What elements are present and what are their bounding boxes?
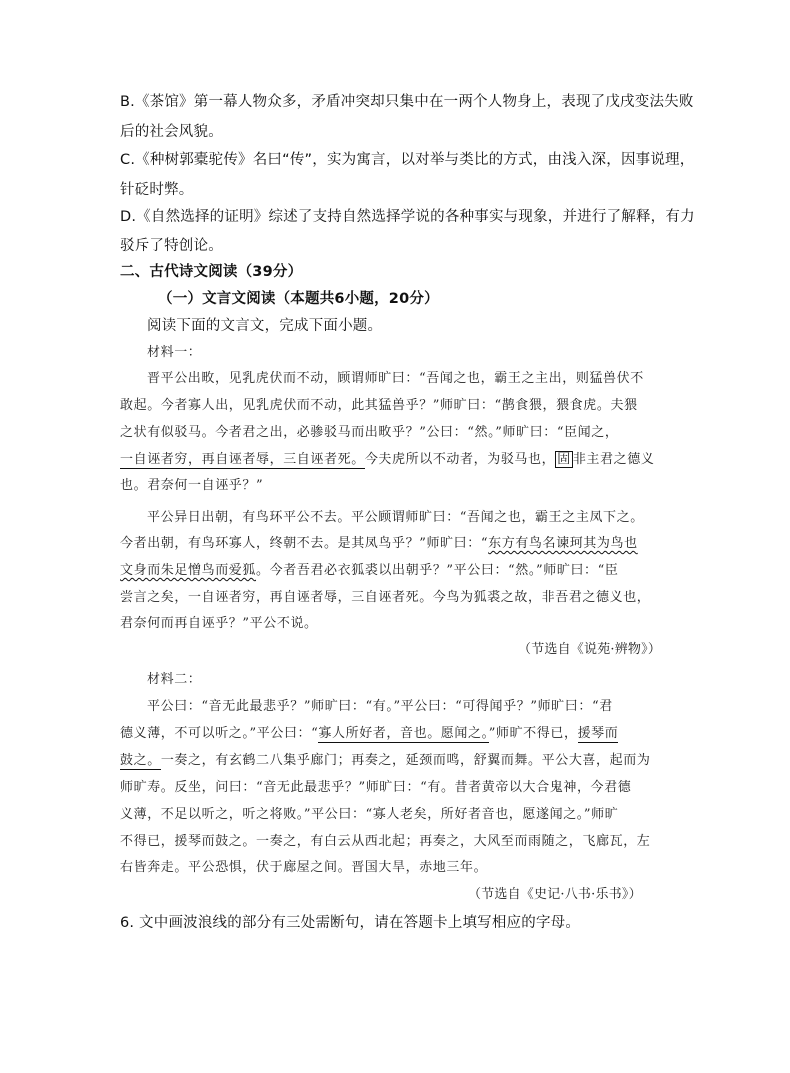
material-2-line-7: 右皆奔走。平公恐惧，伏于廊屋之间。晋国大旱，赤地三年。	[120, 860, 488, 875]
text-span: 一奏之，有玄鹤二八集乎廊门；再奏之，延颈而鸣，舒翼而舞。平公大喜，起而为	[160, 753, 651, 768]
material-2-line-2	[120, 724, 618, 744]
boxed-character: 固	[557, 452, 571, 467]
material-2-line-5: 义薄，不足以听之，听之将败。”平公曰：“寡人老矣，所好者音也，愿遂闻之。”师旷	[120, 807, 619, 822]
material-1-p2-line-4: 尝言之矣，一自诬者穷，再自诬者辱，三自诬者死。今鸟为狐裘之故，非吾君之德义也，	[120, 590, 651, 605]
underlined-sentence: 一自诬者穷，再自诬者辱，三自诬者死。	[120, 452, 365, 467]
material-1-p2-line-2	[120, 534, 638, 554]
material-1-p1-line-1: 晋平公出畋，见乳虎伏而不动，顾谓师旷曰：“吾闻之也，霸王之主出，则猛兽伏不	[147, 371, 644, 386]
material-2-line-1: 平公曰：“音无此最悲乎？”师旷曰：“有。”平公曰：“可得闻乎？”师旷曰：“君	[147, 699, 613, 714]
option-b-line-2: 后的社会风貌。	[120, 124, 223, 140]
underlined-sentence: 援琴而	[577, 726, 619, 741]
text-span: 今夫虎所以不动者，为驳马也，	[364, 452, 556, 467]
text-span: ”师旷不得已，	[488, 726, 578, 741]
underlined-sentence: 寡人所好者，音也。愿闻之。	[318, 726, 489, 741]
section-heading: 二、古代诗文阅读（39分）	[120, 264, 303, 280]
material-2-line-4: 师旷寿。反坐，问曰：“音无此最悲乎？”师旷曰：“有。昔者黄帝以大合鬼神，今君德	[120, 780, 632, 795]
material-2-source: （节选自《史记·八书·乐书》）	[468, 887, 642, 902]
option-c-line-1: C.《种树郭橐驼传》名曰“传”，实为寓言，以对举与类比的方式，由浅入深，因事说理，	[120, 152, 695, 168]
option-d-line-2: 驳斥了特创论。	[120, 238, 223, 254]
material-1-p2-line-3	[120, 561, 619, 581]
option-d-line-1: D.《自然选择的证明》综述了支持自然选择学说的各种事实与现象，并进行了解释，有力	[120, 209, 695, 225]
text-span: 。今者吾君必衣狐裘以出朝乎？”平公曰：“然。”师旷曰：“臣	[256, 563, 619, 578]
wavy-underlined-text: 东方有鸟名谏珂其为鸟也	[488, 536, 638, 551]
text-span: 非主君之德义	[572, 452, 655, 467]
material-2-line-3	[120, 751, 650, 771]
material-1-p2-line-1: 平公异日出朝，有鸟环平公不去。平公顾谓师旷曰：“吾闻之也，霸王之主凤下之。	[147, 510, 644, 525]
material-1-p1-line-2: 敢起。今者寡人出，见乳虎伏而不动，此其猛兽乎？”师旷曰：“鹊食猥，猥食虎。夫猥	[120, 398, 638, 413]
underlined-sentence: 鼓之。	[120, 753, 161, 768]
option-c-line-2: 针砭时弊。	[120, 182, 194, 198]
sub-heading: （一）文言文阅读（本题共6小题，20分）	[158, 291, 439, 307]
material-2-label: 材料二：	[147, 672, 202, 687]
question-6: 6. 文中画波浪线的部分有三处需断句，请在答题卡上填写相应的字母。	[120, 915, 581, 931]
text-span: 今者出朝，有鸟环寡人，终朝不去。是其凤鸟乎？”师旷曰：“	[120, 536, 489, 551]
material-1-p1-line-4	[120, 450, 654, 470]
material-2-line-6: 不得已，援琴而鼓之。一奏之，有白云从西北起；再奏之，大风至而雨随之，飞廊瓦，左	[120, 834, 651, 849]
material-1-label: 材料一：	[147, 345, 202, 360]
material-1-p1-line-5: 也。君奈何一自诬乎？”	[120, 478, 264, 493]
material-1-p1-line-3: 之状有似驳马。今者君之出，必骖驳马而出畋乎？”公曰：“然。”师旷曰：“臣闻之，	[120, 425, 619, 440]
text-span: 德义薄，不可以听之。”平公曰：“	[120, 726, 319, 741]
instruction: 阅读下面的文言文，完成下面小题。	[147, 318, 383, 334]
option-b-line-1: B.《茶馆》第一幕人物众多，矛盾冲突却只集中在一两个人物身上，表现了戊戌变法失败	[120, 94, 694, 110]
wavy-underlined-text: 文身而朱足憎鸟而爱狐	[120, 563, 257, 578]
material-1-p2-line-5: 君奈何而再自诬乎？”平公不说。	[120, 616, 318, 631]
material-1-source: （节选自《说苑·辨物》）	[518, 642, 662, 657]
